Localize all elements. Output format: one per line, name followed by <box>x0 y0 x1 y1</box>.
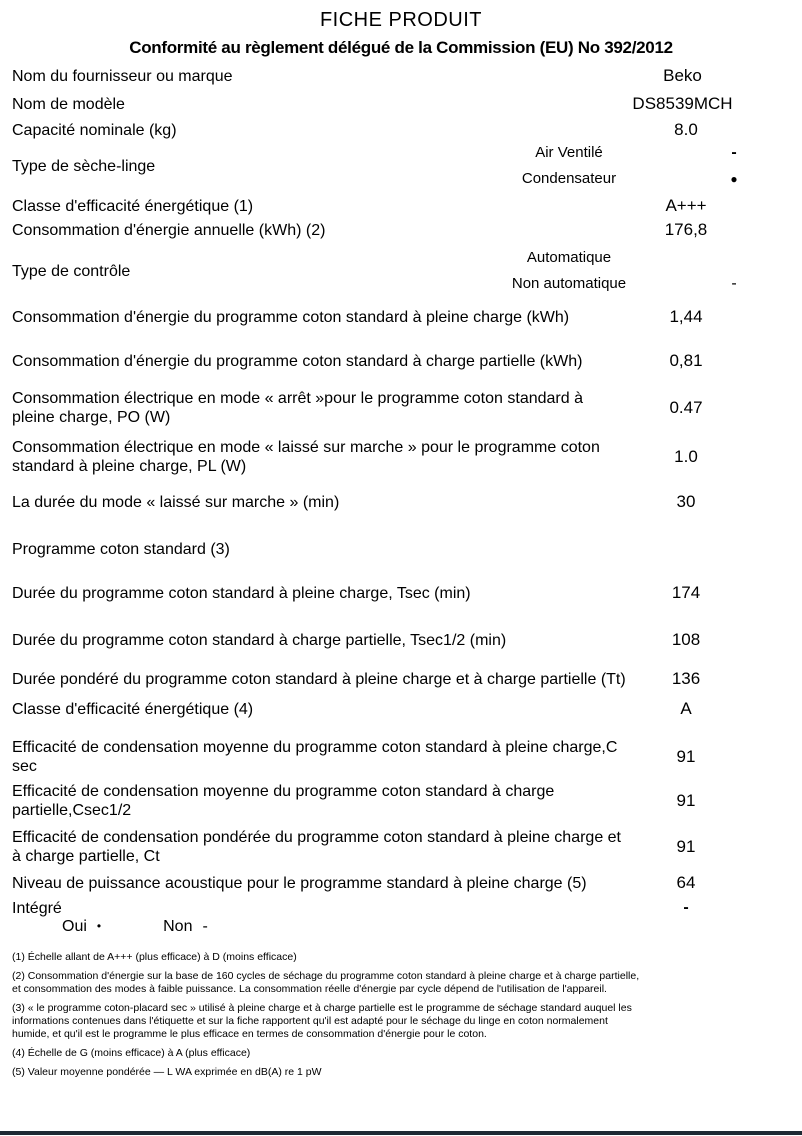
row-label: Nom de modèle <box>12 95 125 113</box>
table-row-control-type <box>12 245 790 297</box>
option-label: Air Ventilé <box>535 144 603 161</box>
legend-non-label: Non <box>163 918 193 935</box>
row-label: Classe d'efficacité énergétique (4) <box>12 700 254 718</box>
footnote-2: (2) Consommation d'énergie sur la base de 160 cycles de séchage du programme coton standard à pleine charge et à charge partielle, et consommation des modes à faible puissance. La consommation réelle d'énergie par cycle dépend de l'utilisation de l'appareil. <box>12 970 640 995</box>
table-row-condensation-weighted <box>12 828 790 866</box>
row-label: Efficacité de condensation moyenne du programme coton standard à charge partielle,Csec1/2 <box>12 783 555 819</box>
option-row-condenser <box>460 166 790 192</box>
table-row-condensation-partial <box>12 782 790 820</box>
table-row-duration-full-load <box>12 583 790 603</box>
row-label: Programme coton standard (3) <box>12 540 230 558</box>
footnotes-section <box>12 951 790 1079</box>
footnote-4: (4) Échelle de G (moins efficace) à A (plus efficace) <box>12 1047 251 1059</box>
row-value: A+++ <box>665 196 707 215</box>
footnote-5: (5) Valeur moyenne pondérée — L WA exprimée en dB(A) re 1 pW <box>12 1066 322 1078</box>
option-value-bullet: ● <box>730 172 738 186</box>
row-value: Beko <box>663 66 702 85</box>
row-value: 136 <box>671 669 701 688</box>
option-row-non-automatic <box>460 271 790 297</box>
table-row-left-on-mode <box>12 438 790 476</box>
option-row-air-vented <box>460 140 790 166</box>
row-label: Consommation d'énergie du programme coton standard à charge partielle (kWh) <box>12 352 583 370</box>
table-row-duration-partial-load <box>12 630 790 650</box>
table-row-built-in <box>12 898 790 918</box>
legend-non-dash: - <box>202 918 208 935</box>
row-value: 91 <box>676 747 696 766</box>
row-value: 91 <box>676 837 696 856</box>
row-label: Niveau de puissance acoustique pour le programme standard à pleine charge (5) <box>12 874 587 892</box>
option-value-dash: - <box>731 144 737 161</box>
row-label: Durée du programme coton standard à charge partielle, Tsec1/2 (min) <box>12 631 507 649</box>
row-label: Type de sèche-linge <box>12 157 156 175</box>
option-column <box>460 140 790 192</box>
row-label: Intégré <box>12 899 62 917</box>
option-label: Condensateur <box>521 170 617 187</box>
option-value-dash: - <box>731 275 737 292</box>
row-label: Consommation électrique en mode « arrêt »pour le programme coton standard à pleine charge, PO (W) <box>12 390 583 426</box>
symbol-legend <box>12 917 790 936</box>
row-label: Consommation électrique en mode « laissé sur marche » pour le programme coton standard à pleine charge, PL (W) <box>12 439 600 475</box>
row-label: Consommation d'énergie annuelle (kWh) (2) <box>12 221 326 239</box>
table-row-energy-class-4 <box>12 699 790 719</box>
row-label: Nom du fournisseur ou marque <box>12 67 233 85</box>
row-value: 0.47 <box>669 398 703 417</box>
table-row-power-off-mode <box>12 389 790 427</box>
table-row-supplier <box>12 66 790 86</box>
option-column <box>460 245 790 297</box>
row-label: Durée pondéré du programme coton standard à pleine charge et à charge partielle (Tt) <box>12 670 626 688</box>
row-value-dash: - <box>683 899 689 916</box>
row-label: Type de contrôle <box>12 262 131 280</box>
row-value: 8.0 <box>674 120 698 139</box>
row-value: DS8539MCH <box>632 94 733 113</box>
row-label: Classe d'efficacité énergétique (1) <box>12 197 254 215</box>
row-value: 108 <box>671 630 701 649</box>
table-row-standard-programme <box>12 539 790 559</box>
row-value: 64 <box>676 873 696 892</box>
page-bottom-bar <box>0 1131 802 1135</box>
option-row-automatic <box>460 245 790 271</box>
row-value: A <box>680 699 692 718</box>
option-label: Automatique <box>526 249 612 266</box>
legend-oui-label: Oui <box>62 918 87 935</box>
page-title: FICHE PRODUIT <box>319 9 483 31</box>
row-label: Durée du programme coton standard à pleine charge, Tsec (min) <box>12 584 471 602</box>
table-row-condensation-full <box>12 738 790 776</box>
row-label: Consommation d'énergie du programme coton standard à pleine charge (kWh) <box>12 308 570 326</box>
footnote-1: (1) Échelle allant de A+++ (plus efficace) à D (moins efficace) <box>12 951 297 963</box>
table-row-annual-energy <box>12 220 790 240</box>
table-row-left-on-duration <box>12 492 790 512</box>
row-value: 174 <box>671 583 701 602</box>
row-label: Efficacité de condensation moyenne du programme coton standard à pleine charge,C sec <box>12 739 618 775</box>
footnote-3: (3) « le programme coton-placard sec » utilisé à pleine charge et à charge partielle est le programme de séchage standard auquel les informations contenues dans l'étiquette et sur la fiche rapportent qu'il est adapté pour le séchage du linge en coton normalement humide, et qu'il est le programme le plus efficace en termes de consommation d'énergie pour le coton. <box>12 1002 632 1040</box>
table-row-sound-power <box>12 873 790 893</box>
table-row-weighted-duration <box>12 669 790 689</box>
row-value: 0,81 <box>669 351 703 370</box>
table-row-energy-full-load <box>12 307 790 327</box>
row-label: Efficacité de condensation pondérée du programme coton standard à pleine charge et à charge partielle, Ct <box>12 829 621 865</box>
row-value: 91 <box>676 791 696 810</box>
table-row-dryer-type <box>12 140 790 192</box>
table-row-capacity <box>12 120 790 140</box>
page-subtitle: Conformité au règlement délégué de la Commission (EU) No 392/2012 <box>129 38 673 57</box>
table-row-model <box>12 94 790 114</box>
legend-oui-bullet: • <box>96 919 102 933</box>
table-row-energy-class-1 <box>12 196 790 216</box>
table-row-energy-partial-load <box>12 351 790 371</box>
row-value: 1.0 <box>674 447 698 466</box>
option-label: Non automatique <box>511 275 627 292</box>
row-value: 176,8 <box>664 220 708 239</box>
row-value: 1,44 <box>669 307 703 326</box>
row-label: La durée du mode « laissé sur marche » (min) <box>12 493 340 511</box>
row-value: 30 <box>676 492 696 511</box>
row-label: Capacité nominale (kg) <box>12 121 177 139</box>
